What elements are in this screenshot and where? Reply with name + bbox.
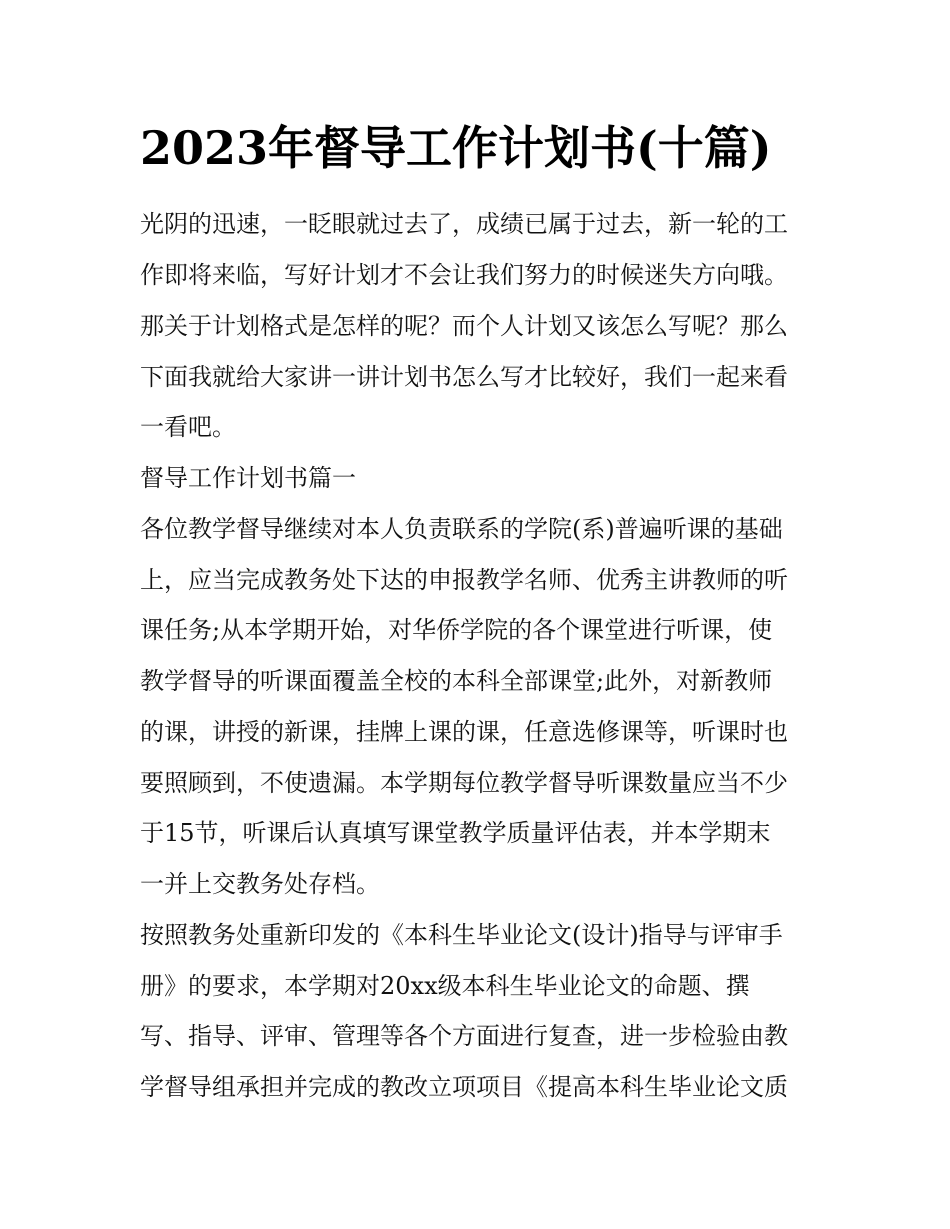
paragraph-line-12: 要照顾到，不使遗漏。本学期每位教学督导听课数量应当不少 xyxy=(140,769,788,797)
paragraph-line-2: 作即将来临，写好计划才不会让我们努力的时候迷失方向哦。 xyxy=(140,261,788,289)
paragraph-line-8: 上，应当完成教务处下达的申报教学名师、优秀主讲教师的听 xyxy=(140,566,788,594)
paragraph-line-11: 的课，讲授的新课，挂牌上课的课，任意选修课等，听课时也 xyxy=(140,718,788,746)
paragraph-line-9: 课任务;从本学期开始，对华侨学院的各个课堂进行听课，使 xyxy=(140,616,773,644)
document-title: 2023年督导工作计划书(十篇) xyxy=(140,121,772,175)
paragraph-line-14: 一并上交教务处存档。 xyxy=(140,870,380,898)
section-heading: 督导工作计划书篇一 xyxy=(140,464,356,492)
paragraph-line-7: 各位教学督导继续对本人负责联系的学院(系)普遍听课的基础 xyxy=(140,515,783,543)
paragraph-line-3: 那关于计划格式是怎样的呢？而个人计划又该怎么写呢？那么 xyxy=(140,312,788,340)
paragraph-line-17: 写、指导、评审、管理等各个方面进行复查，进一步检验由教 xyxy=(140,1022,788,1050)
paragraph-line-4: 下面我就给大家讲一讲计划书怎么写才比较好，我们一起来看 xyxy=(140,363,788,391)
paragraph-line-15: 按照教务处重新印发的《本科生毕业论文(设计)指导与评审手 xyxy=(140,921,783,949)
paragraph-line-10: 教学督导的听课面覆盖全校的本科全部课堂;此外，对新教师 xyxy=(140,667,773,695)
paragraph-line-5: 一看吧。 xyxy=(140,413,236,441)
paragraph-line-18: 学督导组承担并完成的教改立项项目《提高本科生毕业论文质 xyxy=(140,1073,788,1101)
paragraph-line-16: 册》的要求，本学期对20xx级本科生毕业论文的命题、撰 xyxy=(140,972,750,1000)
paragraph-line-13: 于15节，听课后认真填写课堂教学质量评估表，并本学期末 xyxy=(140,819,771,847)
paragraph-line-1: 光阴的迅速，一眨眼就过去了，成绩已属于过去，新一轮的工 xyxy=(140,210,788,238)
